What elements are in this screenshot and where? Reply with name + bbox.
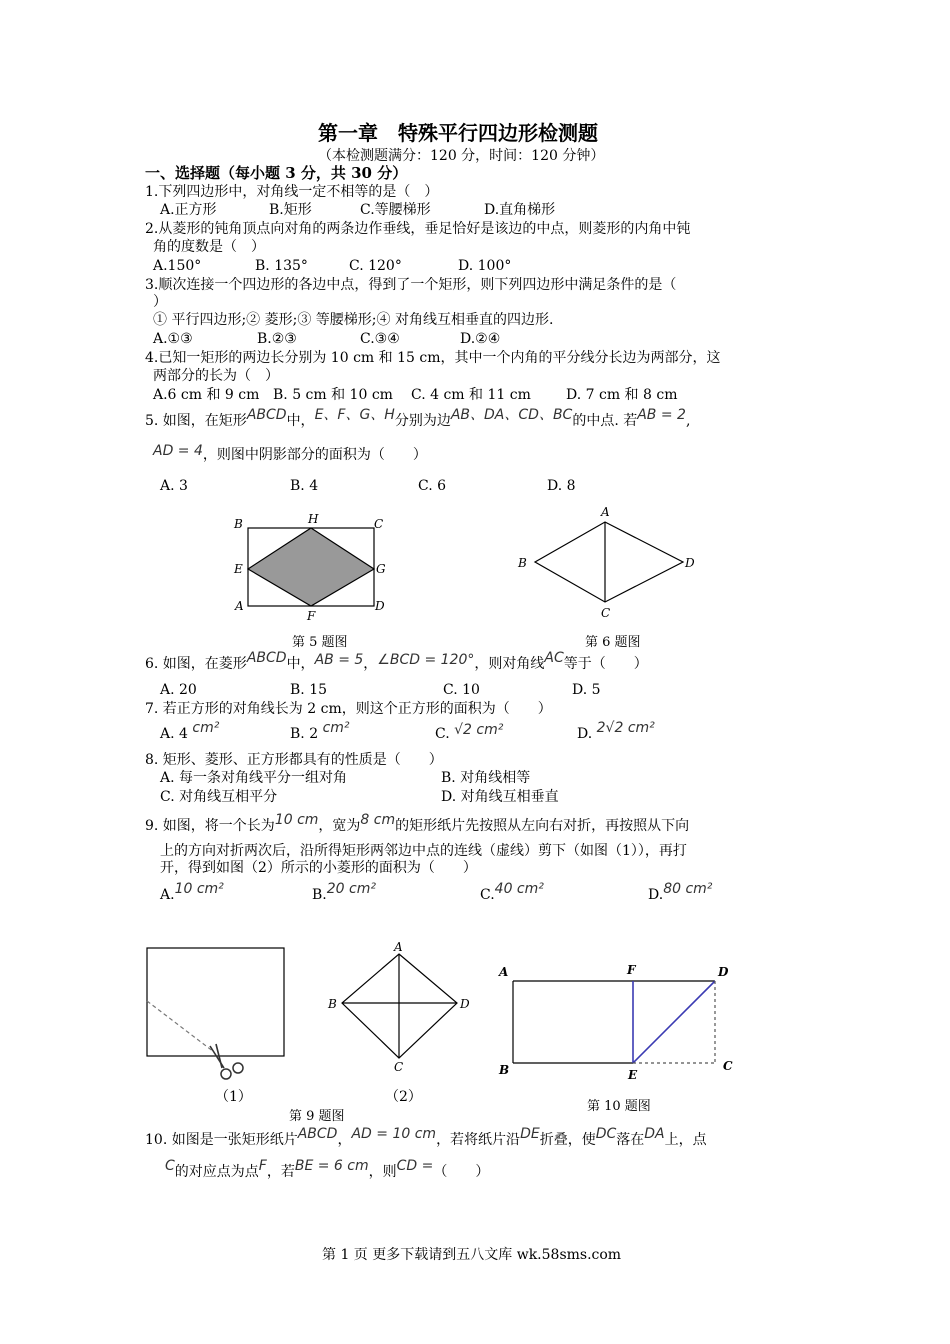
fig10-fold-de (633, 981, 715, 1063)
q7-option-d-label: D. (577, 726, 593, 742)
q6-text: 等于（ ） (563, 656, 648, 672)
fig10-label-d: D (718, 965, 729, 979)
q5-text: 中， (286, 413, 315, 429)
q1-option-b: B.矩形 (269, 202, 312, 218)
q6-text: 6. 如图，在菱形 (145, 656, 247, 672)
q3-option-c: C.③④ (360, 331, 400, 347)
q10-stem-line2 (165, 1158, 490, 1181)
q10-text: 落在 (616, 1132, 645, 1148)
q7-option-a (160, 720, 220, 743)
q8-option-b: B. 对角线相等 (441, 770, 531, 786)
q9-stem-line2: 上的方向对折两次后，沿所得矩形两邻边中点的连线（虚线）剪下（如图（1）），再打 (160, 843, 687, 859)
q6-math-abcd: ABCD (246, 650, 287, 666)
figure-5 (230, 510, 400, 635)
fig10-label-f: F (627, 963, 636, 977)
q7-stem: 7. 若正方形的对角线长为 2 cm，则这个正方形的面积为（ ） (145, 701, 552, 717)
figure-9-2 (320, 938, 480, 1073)
q7-option-c (435, 722, 504, 743)
q10-text: ，则 (368, 1164, 397, 1180)
fig6-label-b: B (518, 556, 527, 570)
q6-option-d: D. 5 (572, 682, 601, 698)
q6-option-a: A. 20 (160, 682, 197, 698)
q4-stem-line1: 4.已知一矩形的两边长分别为 10 cm 和 15 cm，其中一个内角的平分线分长边为两部分，这 (145, 350, 721, 366)
page-title: 第一章 特殊平行四边形检测题 (318, 121, 598, 145)
q10-math-f: F (258, 1158, 267, 1174)
fig9-caption-1: （1） (215, 1089, 252, 1105)
q5-text: , (685, 413, 691, 429)
q9-option-b (312, 881, 376, 904)
q9-text: ，宽为 (318, 818, 361, 834)
fig9-caption: 第 9 题图 (289, 1109, 345, 1124)
q5-math-ab: AB = 2 (637, 407, 686, 423)
q9-text: 9. 如图，将一个长为 (145, 818, 275, 834)
q10-text: ， (337, 1132, 352, 1148)
fig6-label-d: D (685, 556, 695, 570)
q9-option-a (160, 881, 224, 904)
q8-option-a: A. 每一条对角线平分一组对角 (160, 770, 348, 786)
q6-option-c: C. 10 (443, 682, 480, 698)
q3-stem-line2: ） (153, 294, 167, 310)
page-subtitle: （本检测题满分：120 分，时间：120 分钟） (318, 148, 605, 164)
q7-option-c-label: C. (435, 726, 450, 742)
q6-math-ac: AC (544, 650, 564, 666)
q9-option-b-label: B. (312, 887, 327, 903)
fig9-1-cut-line (147, 1001, 214, 1052)
q10-text: （ ） (433, 1164, 490, 1180)
q5-text: ，则图中阴影部分的面积为（ ） (202, 447, 427, 463)
q5-math-sides: AB、DA、CD、BC (450, 407, 573, 423)
q10-text: ，若 (266, 1164, 295, 1180)
q9-option-b-math: 20 cm² (326, 881, 376, 897)
scissors-icon (210, 1044, 243, 1079)
q10-math-dc: DC (595, 1126, 617, 1142)
q10-text: 折叠，使 (539, 1132, 596, 1148)
q5-math-efgh: E、F、G、H (314, 407, 395, 423)
fig6-label-c: C (601, 606, 611, 620)
q4-option-d: D. 7 cm 和 8 cm (566, 387, 678, 403)
fig9-caption-2: （2） (385, 1089, 422, 1105)
q1-stem: 1.下列四边形中，对角线一定不相等的是（ ） (145, 184, 439, 200)
fig6-rhombus (535, 522, 683, 602)
fig5-label-g: G (376, 562, 386, 576)
q9-option-c (480, 881, 544, 904)
q10-math-abcd: ABCD (297, 1126, 338, 1142)
q10-stem-line1 (145, 1126, 707, 1149)
q1-option-a: A.正方形 (160, 202, 217, 218)
fig5-label-a: A (235, 599, 244, 613)
q10-math-c: C (165, 1158, 175, 1174)
q9-option-c-label: C. (480, 887, 495, 903)
section-heading: 一、选择题（每小题 3 分，共 30 分） (145, 164, 408, 182)
q7-option-b (290, 720, 350, 743)
q6-text: ，则对角线 (474, 656, 545, 672)
fig10-caption: 第 10 题图 (587, 1099, 651, 1114)
q5-option-d: D. 8 (547, 478, 576, 494)
page-footer: 第 1 页 更多下载请到五八文库 wk.58sms.com (322, 1247, 622, 1263)
q4-option-a: A.6 cm 和 9 cm (153, 387, 260, 403)
fig9-label-c: C (394, 1060, 404, 1074)
q9-option-c-math: 40 cm² (494, 881, 544, 897)
q7-option-d-math: 2√2 cm² (596, 720, 655, 736)
q5-stem-line2 (153, 443, 427, 464)
q1-option-c: C.等腰梯形 (360, 202, 431, 218)
q9-option-a-math: 10 cm² (174, 881, 224, 897)
q4-stem-line2: 两部分的长为（ ） (153, 368, 279, 384)
fig9-label-d: D (460, 997, 470, 1011)
q9-math-width: 8 cm (360, 812, 396, 828)
figure-9-1 (140, 940, 300, 1090)
q10-text: 10. 如图是一张矩形纸片 (145, 1132, 298, 1148)
figure-10 (495, 962, 745, 1082)
q6-text: ， (363, 656, 378, 672)
q10-text: 上，点 (664, 1132, 707, 1148)
q9-option-d-label: D. (648, 887, 664, 903)
q6-option-b: B. 15 (290, 682, 328, 698)
fig5-label-f: F (307, 609, 316, 623)
fig10-label-e: E (628, 1068, 638, 1082)
q3-stem-line1: 3.顺次连接一个四边形的各边中点，得到了一个矩形，则下列四边形中满足条件的是（ (145, 277, 677, 293)
q7-option-c-math: √2 cm² (454, 722, 504, 738)
fig5-label-d: D (375, 599, 385, 613)
q3-option-b: B.②③ (257, 331, 297, 347)
q7-option-a-label: A. 4 (160, 726, 188, 742)
q10-text: ，若将纸片沿 (436, 1132, 521, 1148)
q4-option-b: B. 5 cm 和 10 cm (273, 387, 393, 403)
fig6-label-a: A (601, 505, 610, 519)
fig5-caption: 第 5 题图 (292, 635, 348, 650)
q5-option-b: B. 4 (290, 478, 319, 494)
q8-option-d: D. 对角线互相垂直 (441, 789, 559, 805)
q10-math-cd: CD = (396, 1158, 434, 1174)
q2-option-a: A.150° (153, 258, 202, 274)
q9-stem-line3: 开，得到如图（2）所示的小菱形的面积为（ ） (160, 860, 477, 876)
q5-math-abcd: ABCD (246, 407, 287, 423)
q4-option-c: C. 4 cm 和 11 cm (411, 387, 531, 403)
q7-option-a-math: cm² (192, 720, 220, 736)
q2-stem-line2: 角的度数是（ ） (153, 239, 265, 255)
q7-option-b-label: B. 2 (290, 726, 319, 742)
fig9-label-b: B (328, 997, 337, 1011)
q9-math-length: 10 cm (274, 812, 319, 828)
q2-option-c: C. 120° (349, 258, 402, 274)
q2-option-d: D. 100° (458, 258, 512, 274)
q10-math-ad: AD = 10 cm (351, 1126, 437, 1142)
q9-option-d-math: 80 cm² (663, 881, 713, 897)
q2-option-b: B. 135° (255, 258, 308, 274)
q6-stem (145, 650, 648, 673)
q5-text: 5. 如图，在矩形 (145, 413, 247, 429)
fig9-label-a: A (394, 940, 403, 954)
q9-option-d (648, 881, 713, 904)
q5-math-ad: AD = 4 (153, 443, 203, 459)
q7-option-d (577, 720, 655, 743)
q9-text: 的矩形纸片先按照从左向右对折，再按照从下向 (395, 818, 690, 834)
fig9-1-paper (147, 948, 284, 1056)
q8-stem: 8. 矩形、菱形、正方形都具有的性质是（ ） (145, 752, 443, 768)
q5-text: 分别为边 (394, 413, 451, 429)
q6-math-ab: AB = 5 (314, 652, 364, 668)
fig10-label-b: B (499, 1063, 510, 1077)
q9-stem-line1 (145, 812, 690, 835)
q3-option-a: A.①③ (153, 331, 193, 347)
q10-math-be: BE = 6 cm (294, 1158, 369, 1174)
q10-math-de: DE (520, 1126, 540, 1142)
q10-math-da: DA (644, 1126, 665, 1142)
q3-conditions: ① 平行四边形;② 菱形;③ 等腰梯形;④ 对角线互相垂直的四边形. (153, 312, 554, 328)
fig5-label-c: C (374, 517, 384, 531)
q1-option-d: D.直角梯形 (484, 202, 556, 218)
q8-option-c: C. 对角线互相平分 (160, 789, 278, 805)
fig6-caption: 第 6 题图 (585, 635, 641, 650)
q5-option-a: A. 3 (160, 478, 188, 494)
q6-text: 中， (286, 656, 315, 672)
q3-option-d: D.②④ (460, 331, 501, 347)
q7-option-b-math: cm² (322, 720, 350, 736)
q5-option-c: C. 6 (418, 478, 447, 494)
fig5-shaded-rhombus (248, 528, 374, 606)
q5-stem-line1 (145, 407, 691, 430)
fig10-label-a: A (499, 965, 509, 979)
figure-6 (515, 500, 705, 625)
fig5-label-b: B (234, 517, 243, 531)
q9-option-a-label: A. (160, 887, 175, 903)
q6-math-angle: ∠BCD = 120° (377, 652, 475, 668)
fig5-label-h: H (308, 512, 319, 526)
fig5-label-e: E (234, 562, 243, 576)
q2-stem-line1: 2.从菱形的钝角顶点向对角的两条边作垂线，垂足恰好是该边的中点，则菱形的内角中钝 (145, 221, 691, 237)
fig10-label-c: C (723, 1059, 733, 1073)
q5-text: 的中点. 若 (572, 413, 638, 429)
q10-text: 的对应点为点 (174, 1164, 259, 1180)
